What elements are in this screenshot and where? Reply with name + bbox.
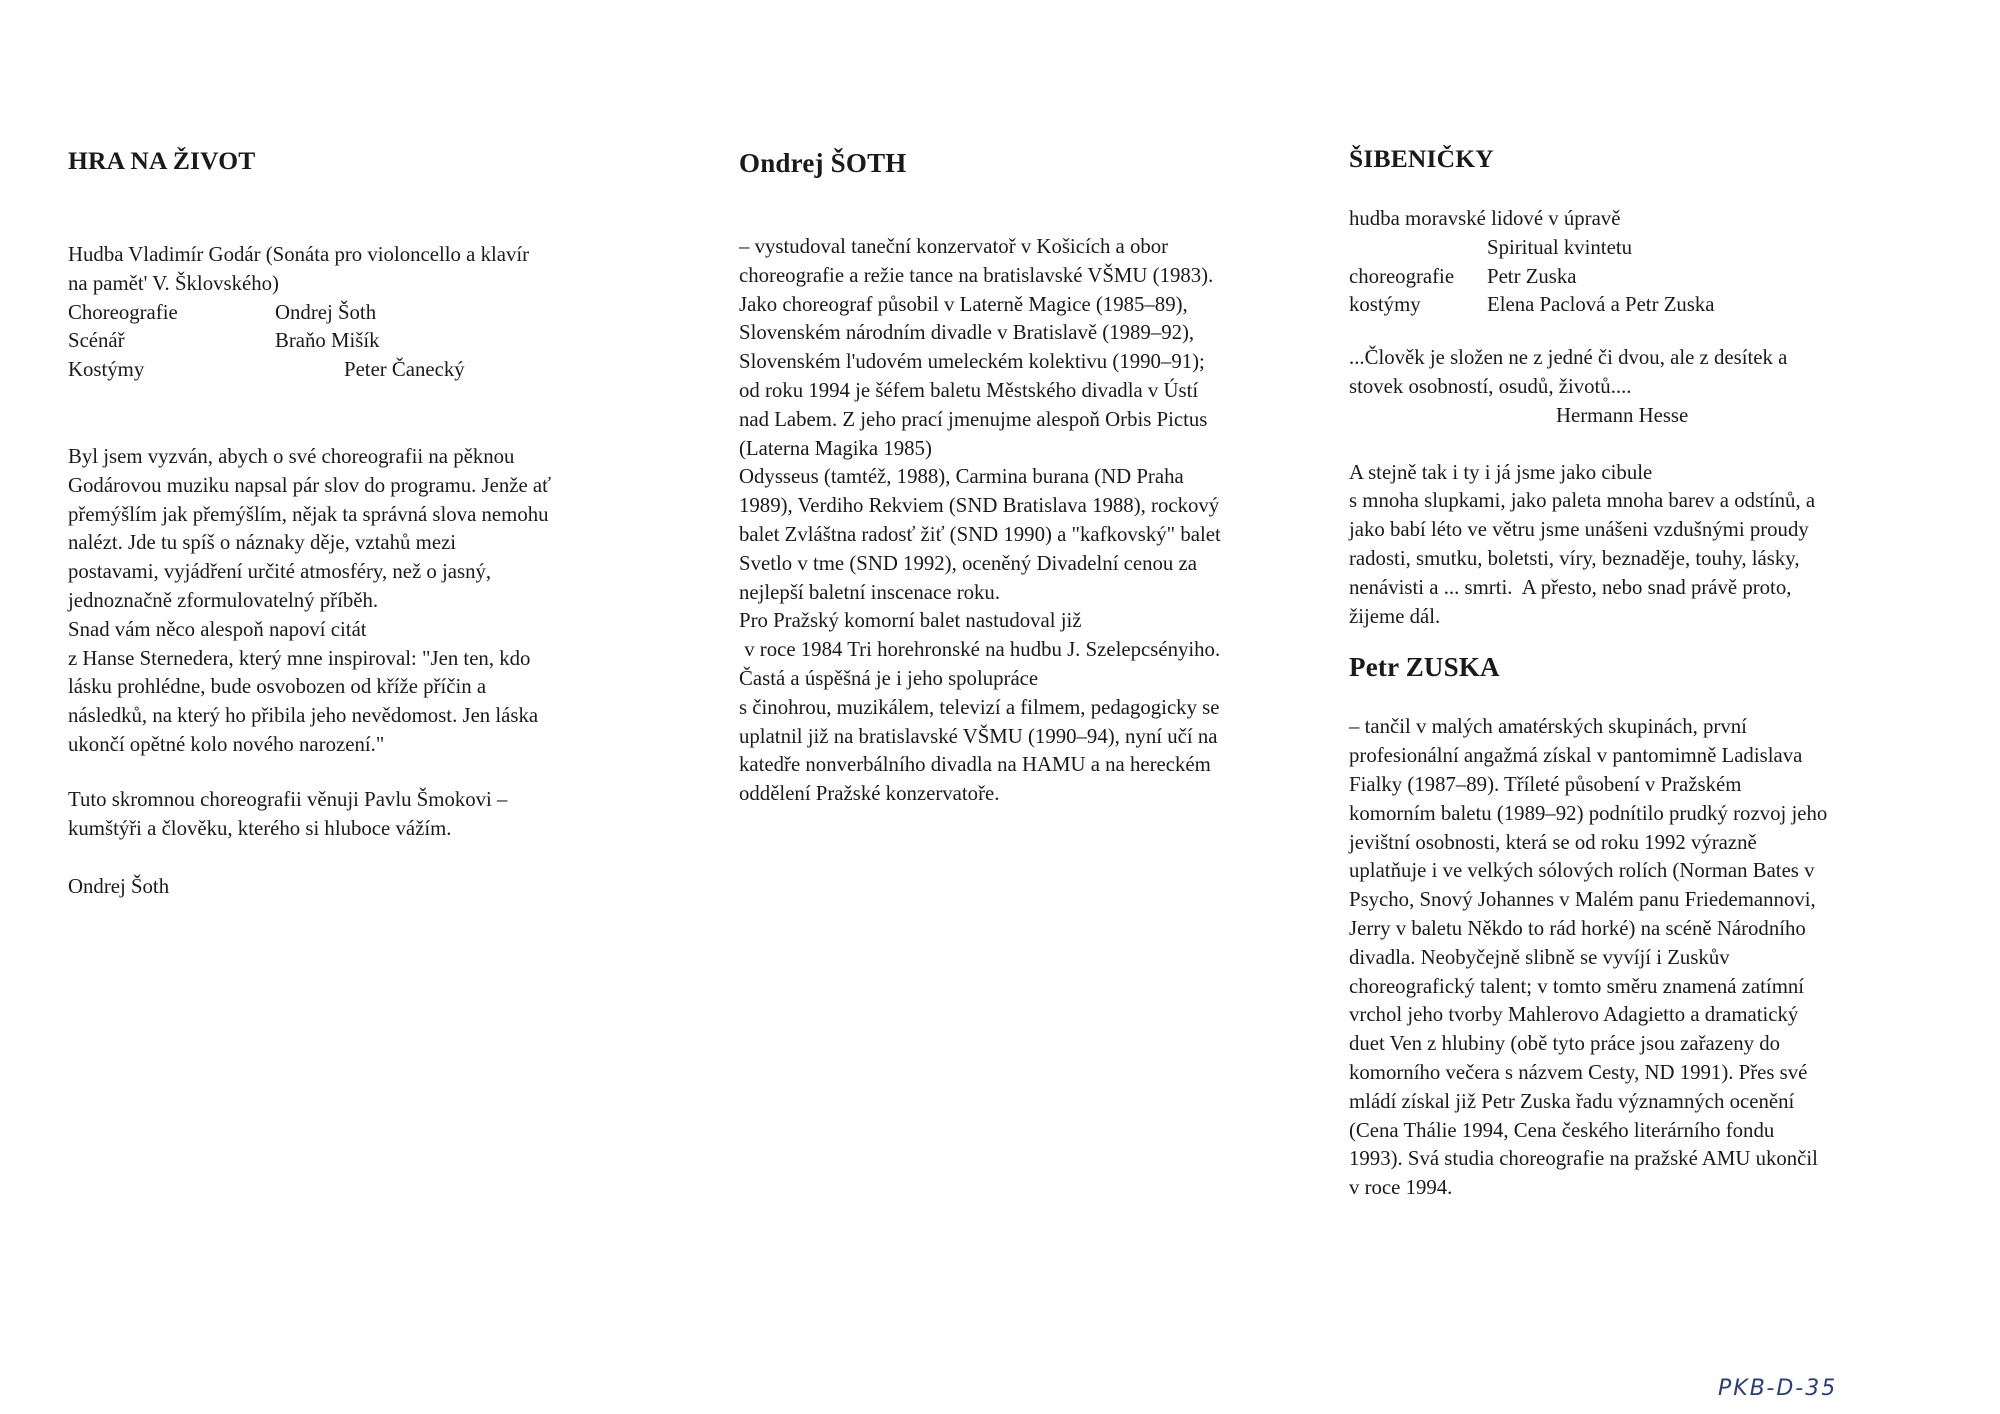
credits xyxy=(1349,263,1949,321)
credit-row xyxy=(68,327,668,356)
text-line: z Hanse Sternedera, který mne inspiroval: "Jen ten, kdo xyxy=(68,646,531,670)
title-petr-zuska: Petr ZUSKA xyxy=(1349,652,1500,683)
bio-line: Jako choreograf působil v Laterně Magice (1985–89), xyxy=(739,292,1188,316)
bio-line: Pro Pražský komorní balet nastudoval již xyxy=(739,609,1082,633)
text-line: nalézt. Jde tu spíš o náznaky děje, vztahů mezi xyxy=(68,531,457,555)
credit-role: kostýmy xyxy=(1349,293,1421,317)
bio-petr-zuska xyxy=(1349,713,1949,1203)
bio-line: balet Zvláštna radosť žiť (SND 1990) a "kafkovský" balet xyxy=(739,522,1221,546)
bio-line: uplatňuje i ve velkých sólových rolích (Norman Bates v xyxy=(1349,859,1815,883)
music-line: hudba moravské lidové v úpravě xyxy=(1349,207,1621,230)
text-line: jednoznačně zformulovatelný příběh. xyxy=(68,588,379,612)
credit-name: Petr Zuska xyxy=(1487,264,1577,288)
credit-name: Peter Čanecký xyxy=(344,358,465,382)
credit-row xyxy=(1349,263,1949,292)
bio-line: komorním baletu (1989–92) podnítilo prudký rozvoj jeho xyxy=(1349,801,1828,825)
music-line: na pamět' V. Šklovského) xyxy=(68,271,279,295)
bio-line: divadla. Neobyčejně slibně se vyvíjí i Zuskův xyxy=(1349,945,1730,969)
bio-line: s činohrou, muzikálem, televizí a filmem, pedagogicky se xyxy=(739,695,1220,719)
signature: Ondrej Šoth xyxy=(68,875,170,899)
bio-line: katedře nonverbálního divadla na HAMU a na hereckém xyxy=(739,753,1211,777)
credits xyxy=(68,299,668,385)
bio-line: od roku 1994 je šéfem baletu Městského divadla v Ústí xyxy=(739,378,1199,402)
column-ondrej-soth xyxy=(739,147,1339,809)
credit-role: Kostýmy xyxy=(68,358,145,382)
credit-row xyxy=(1349,291,1949,320)
text-line: Godárovou muziku napsal pár slov do programu. Jenže ať xyxy=(68,473,552,497)
quote-line: stovek osobností, osudů, životů.... xyxy=(1349,374,1632,398)
credit-name: Elena Paclová a Petr Zuska xyxy=(1487,293,1715,317)
bio-line: v roce 1984 Tri horehronské na hudbu J. Szelepcsényiho. xyxy=(739,638,1221,662)
column-hra-na-zivot xyxy=(68,145,668,902)
bio-line: Častá a úspěšná je i jeho spolupráce xyxy=(739,666,1039,690)
music-line: Hudba Vladimír Godár (Sonáta pro violoncello a klavír xyxy=(68,243,530,266)
bio-line: Slovenském l'udovém umeleckém kolektivu (1990–91); xyxy=(739,350,1205,374)
quote-author: Hermann Hesse xyxy=(1556,403,1689,427)
text-line: radosti, smutku, boletsti, víry, beznaděje, touhy, lásky, xyxy=(1349,546,1800,570)
bio-line: – tančil v malých amatérských skupinách, první xyxy=(1349,715,1747,739)
credit-name: Braňo Mišík xyxy=(275,329,380,353)
bio-line: 1989), Verdiho Rekviem (SND Bratislava 1988), rockový xyxy=(739,494,1220,518)
bio-line: Jerry v baletu Někdo to rád horké) na scéně Národního xyxy=(1349,916,1806,940)
bio-line: choreografie a režie tance na bratislavské VŠMU (1983). xyxy=(739,263,1214,287)
credit-row xyxy=(68,299,668,328)
text-line: postavami, vyjádření určité atmosféry, než o jasný, xyxy=(68,560,492,584)
bio-line: duet Ven z hlubiny (obě tyto práce jsou zařazeny do xyxy=(1349,1032,1781,1056)
bio-line: nejlepší baletní inscenace roku. xyxy=(739,580,1001,604)
text-line: Snad vám něco alespoň napoví citát xyxy=(68,617,367,641)
credit-name: Ondrej Šoth xyxy=(275,300,377,324)
archive-mark: PKB-D-35 xyxy=(1718,1376,1838,1401)
title-sibenicky: ŠIBENIČKY xyxy=(1349,144,1494,173)
credit-role: Choreografie xyxy=(68,300,178,324)
bio-line: komorního večera s názvem Cesty, ND 1991). Přes své xyxy=(1349,1060,1808,1084)
hesse-quote xyxy=(1349,344,1949,430)
text-line: následků, na který ho přibila jeho nevědomost. Jen láska xyxy=(68,704,539,728)
bio-line: (Cena Thálie 1994, Cena českého literárního fondu xyxy=(1349,1118,1775,1142)
text-line: jako babí léto ve větru jsme unášeni vzdušnými proudy xyxy=(1349,518,1809,542)
bio-line: mládí získal již Petr Zuska řadu významných ocenění xyxy=(1349,1089,1795,1113)
text-line: A stejně tak i ty i já jsme jako cibule xyxy=(1349,460,1653,484)
author-note xyxy=(68,443,668,760)
title-hra-na-zivot: HRA NA ŽIVOT xyxy=(68,146,256,175)
text-line: nenávisti a ... smrti. A přesto, nebo snad právě proto, xyxy=(1349,575,1792,599)
bio-line: 1993). Svá studia choreografie na pražské AMU ukončil xyxy=(1349,1147,1818,1171)
bio-ondrej-soth xyxy=(739,233,1339,809)
bio-line: v roce 1994. xyxy=(1349,1176,1453,1200)
credit-row xyxy=(68,356,668,385)
title-ondrej-soth: Ondrej ŠOTH xyxy=(739,148,907,178)
bio-line: uplatnil již na bratislavské VŠMU (1990–94), nyní učí na xyxy=(739,724,1218,748)
column-sibenicky xyxy=(1349,143,1949,1203)
bio-line: vrchol jeho tvorby Mahlerovo Adagietto a dramatický xyxy=(1349,1003,1799,1027)
bio-line: – vystudoval taneční konzervatoř v Košicích a obor xyxy=(739,235,1169,258)
text-line: lásku prohlédne, bude osvobozen od kříže příčin a xyxy=(68,675,487,699)
text-line: přemýšlím jak přemýšlím, nějak ta správná slova nemohu xyxy=(68,502,549,526)
bio-line: Slovenském národním divadle v Bratislavě (1989–92), xyxy=(739,321,1195,345)
quote-line: ...Člověk je složen ne z jedné či dvou, ale z desítek a xyxy=(1349,346,1788,370)
text-line: Byl jsem vyzván, abych o své choreografii na pěknou xyxy=(68,444,515,468)
music-info xyxy=(1349,205,1949,263)
sibenicky-text xyxy=(1349,459,1949,632)
music-info xyxy=(68,241,668,299)
text-line: Tuto skromnou choreografii věnuji Pavlu Šmokovi – xyxy=(68,787,508,811)
text-line: ukončí opětné kolo nového narození." xyxy=(68,732,385,756)
dedication xyxy=(68,786,668,844)
bio-line: (Laterna Magika 1985) xyxy=(739,436,932,460)
text-line: žijeme dál. xyxy=(1349,604,1441,628)
bio-line: Odysseus (tamtéž, 1988), Carmina burana (ND Praha xyxy=(739,465,1184,489)
bio-line: Fialky (1987–89). Tříleté působení v Pražském xyxy=(1349,772,1742,796)
bio-line: Svetlo v tme (SND 1992), oceněný Divadelní cenou za xyxy=(739,551,1197,575)
text-line: kumštýři a člověku, kterého si hluboce vážím. xyxy=(68,816,452,840)
text-line: s mnoha slupkami, jako paleta mnoha barev a odstínů, a xyxy=(1349,489,1816,513)
music-line: Spiritual kvintetu xyxy=(1487,235,1632,259)
bio-line: oddělení Pražské konzervatoře. xyxy=(739,782,1000,806)
credit-role: Scénář xyxy=(68,329,125,353)
bio-line: Psycho, Snový Johannes v Malém panu Friedemannovi, xyxy=(1349,888,1816,912)
bio-line: nad Labem. Z jeho prací jmenujme alespoň Orbis Pictus xyxy=(739,407,1208,431)
bio-line: jevištní osobnosti, která se od roku 1992 výrazně xyxy=(1349,830,1757,854)
credit-role: choreografie xyxy=(1349,264,1455,288)
bio-line: profesionální angažmá získal v pantomimně Ladislava xyxy=(1349,744,1803,768)
bio-line: choreografický talent; v tomto směru znamená zatímní xyxy=(1349,974,1805,998)
